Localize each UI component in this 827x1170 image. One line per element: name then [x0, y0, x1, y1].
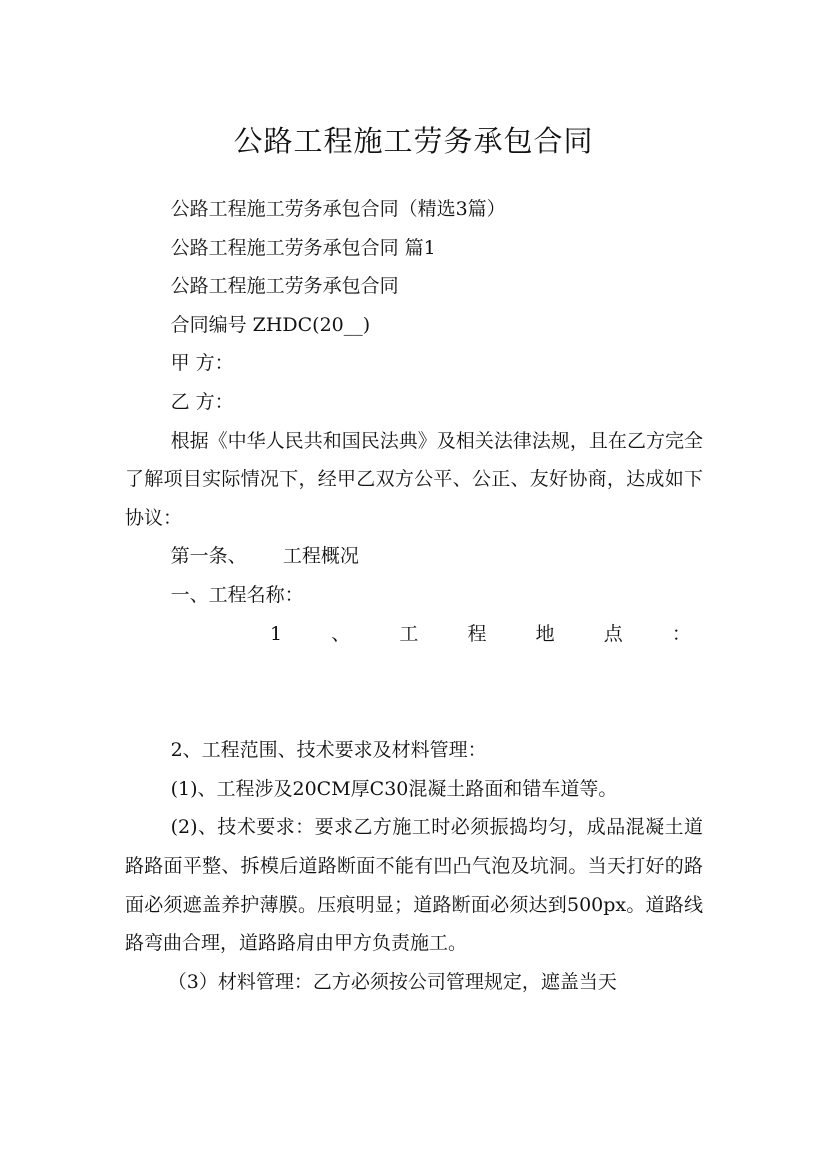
contract-number-line: 合同编号 ZHDC(20__) [170, 313, 371, 336]
blank-space [125, 653, 703, 731]
location-char: 、 [331, 622, 351, 645]
location-char: 程 [467, 622, 487, 645]
location-char: 地 [535, 622, 555, 645]
party-b-line: 乙 方： [170, 390, 234, 413]
project-name-line: 一、工程名称： [170, 583, 304, 606]
subtitle-line: 公路工程施工劳务承包合同（精选3篇） [170, 198, 506, 220]
article-1-title: 工程概况 [282, 545, 359, 568]
document-body [125, 190, 703, 1001]
intro-paragraph: 根据《中华人民共和国民法典》及相关法律法规，且在乙方完全了解项目实际情况下，经甲乙双方公平、公正、友好协商，达成如下协议： [125, 429, 703, 529]
location-char: ： [671, 622, 691, 645]
party-a-line: 甲 方： [170, 352, 234, 375]
part-line: 公路工程施工劳务承包合同 篇1 [170, 236, 436, 259]
item-2-paragraph: (2)、技术要求：要求乙方施工时必须振捣均匀，成品混凝土道路路面平整、拆模后道路断面不能有凹凸气泡及坑洞。当天打好的路面必须遮盖养护薄膜。压痕明显；道路断面必须达到500px。道路线路弯曲合理，道路路肩由甲方负责施工。 [125, 816, 703, 955]
article-1-heading [125, 537, 703, 576]
item-3-paragraph: （3）材料管理：乙方必须按公司管理规定，遮盖当天 [167, 970, 617, 993]
location-char: 1 [270, 622, 283, 645]
location-char: 工 [399, 622, 419, 645]
article-1-number: 第一条、 [170, 545, 247, 568]
document-title: 公路工程施工劳务承包合同 [233, 124, 594, 159]
project-location-line [125, 615, 703, 654]
contract-name-line: 公路工程施工劳务承包合同 [170, 275, 399, 298]
item-1-paragraph: (1)、工程涉及20CM厚C30混凝土路面和错车道等。 [170, 777, 618, 800]
location-char: 点 [603, 622, 623, 645]
scope-heading: 2、工程范围、技术要求及材料管理： [170, 739, 487, 762]
